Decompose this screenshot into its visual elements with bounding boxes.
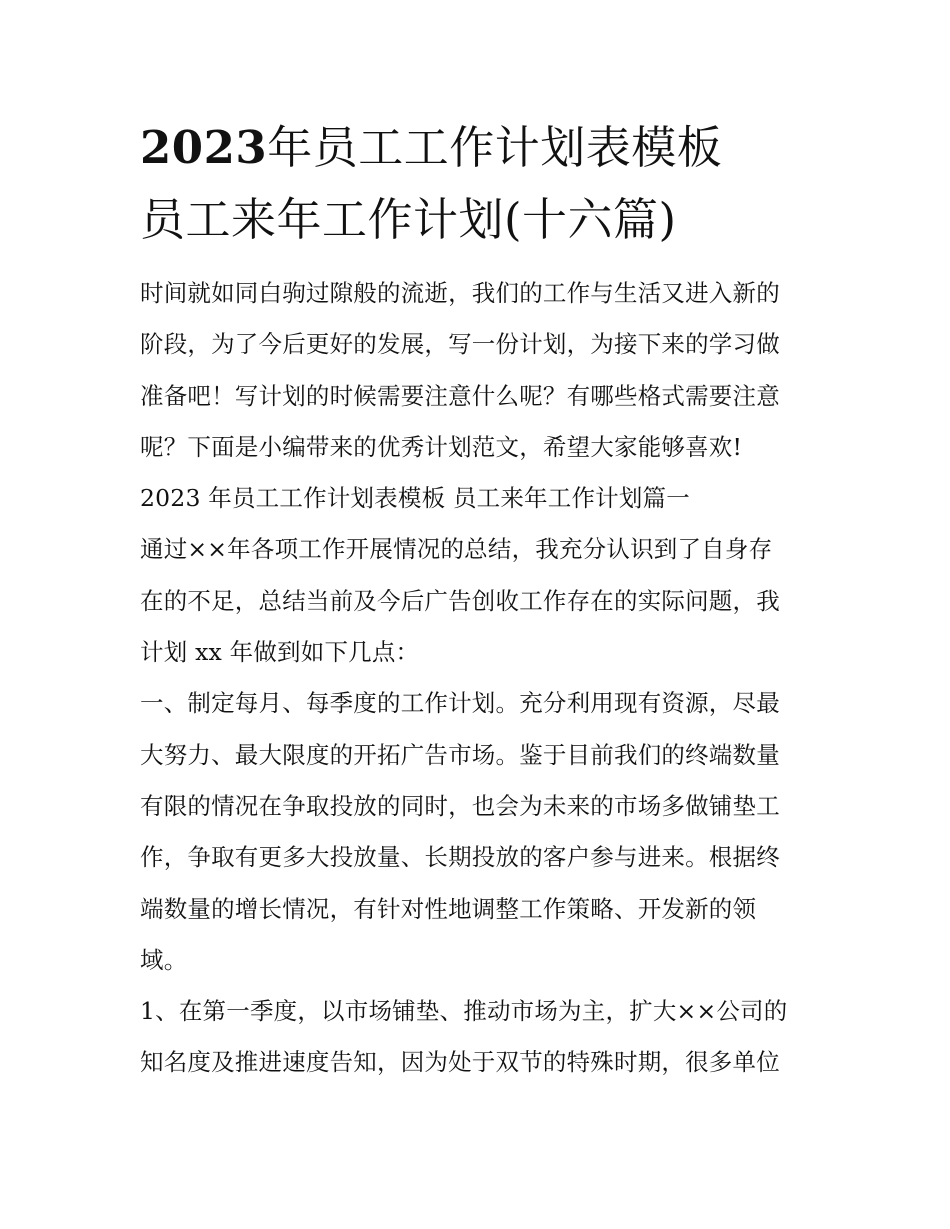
body-line: 域。 xyxy=(140,945,188,974)
section-heading: 2023 年员工工作计划表模板 员工来年工作计划篇一 xyxy=(140,484,690,513)
body-line: 1、在第一季度，以市场铺垫、推动市场为主，扩大××公司的 xyxy=(140,997,788,1026)
body-line: 知名度及推进速度告知，因为处于双节的特殊时期，很多单位 xyxy=(140,1048,780,1077)
body-line: 计划 xx 年做到如下几点： xyxy=(140,638,420,667)
body-line: 通过××年各项工作开展情况的总结，我充分认识到了自身存 xyxy=(140,535,773,564)
body-line: 端数量的增长情况，有针对性地调整工作策略、开发新的领 xyxy=(140,894,757,923)
body-line: 有限的情况在争取投放的同时，也会为未来的市场多做铺垫工 xyxy=(140,791,780,820)
document-body xyxy=(140,268,815,1089)
title-line-2: 员工来年工作计划(十六篇) xyxy=(140,193,677,246)
body-line: 阶段，为了今后更好的发展，写一份计划，为接下来的学习做 xyxy=(140,330,780,359)
title-line-1 xyxy=(140,112,815,184)
body-line: 准备吧！写计划的时候需要注意什么呢？有哪些格式需要注意 xyxy=(140,381,780,410)
body-line: 大努力、最大限度的开拓广告市场。鉴于目前我们的终端数量 xyxy=(140,740,780,769)
title-line-1-text: 年员工工作计划表模板 xyxy=(267,121,723,174)
body-line: 呢？下面是小编带来的优秀计划范文，希望大家能够喜欢! xyxy=(140,432,743,461)
body-line: 作，争取有更多大投放量、长期投放的客户参与进来。根据终 xyxy=(140,843,780,872)
title-year: 2023 xyxy=(140,121,268,174)
body-line: 一、制定每月、每季度的工作计划。充分利用现有资源，尽最 xyxy=(140,689,780,718)
body-line: 时间就如同白驹过隙般的流逝，我们的工作与生活又进入新的 xyxy=(140,279,780,307)
body-line: 在的不足，总结当前及今后广告创收工作存在的实际问题，我 xyxy=(140,586,780,615)
document-title xyxy=(140,112,815,256)
document-content xyxy=(140,112,815,1089)
